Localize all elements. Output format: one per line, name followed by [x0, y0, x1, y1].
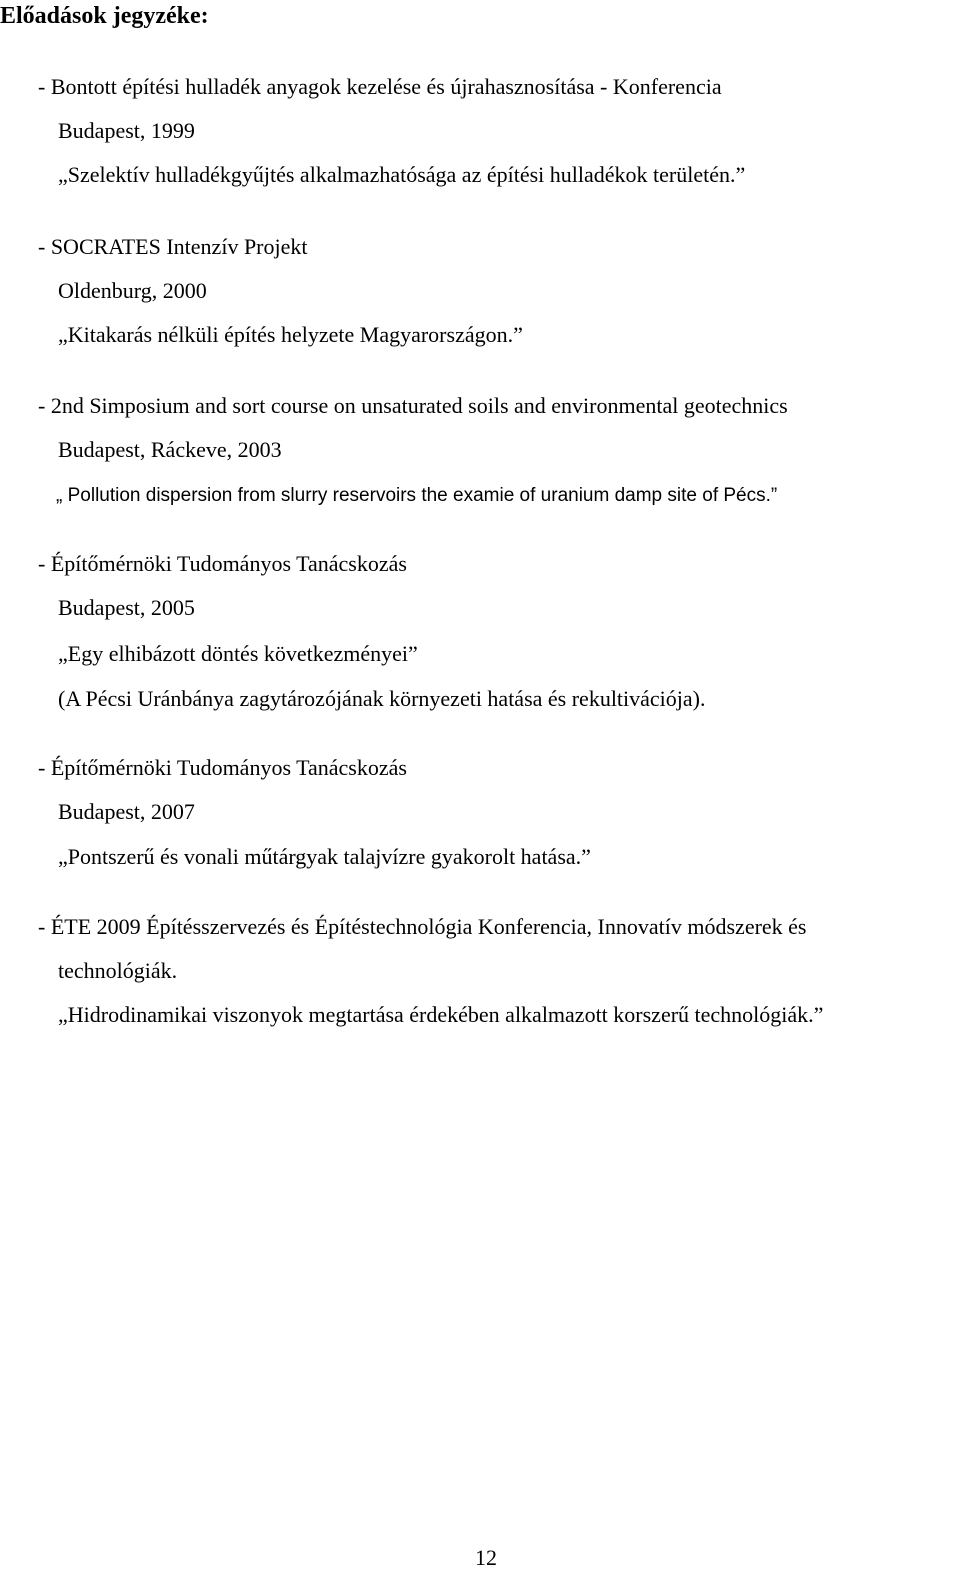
event-place: Budapest, Ráckeve, 2003: [58, 437, 282, 462]
event-name: - ÉTE 2009 Építésszervezés és Építéstechnológia Konferencia, Innovatív módszerek és: [38, 914, 807, 939]
page-heading: Előadások jegyzéke:: [0, 3, 209, 29]
event-name-continued: technológiák.: [58, 958, 178, 983]
event-name: - Építőmérnöki Tudományos Tanácskozás: [38, 551, 407, 576]
lecture-title: „Kitakarás nélküli építés helyzete Magyarországon.”: [58, 322, 523, 347]
event-place: Budapest, 2005: [58, 595, 195, 620]
event-name: - 2nd Simposium and sort course on unsaturated soils and environmental geotechnics: [38, 393, 788, 418]
lecture-title: „Szelektív hulladékgyűjtés alkalmazhatósága az építési hulladékok területén.”: [58, 162, 746, 187]
event-name: - Bontott építési hulladék anyagok kezelése és újrahasznosítása - Konferencia: [38, 74, 722, 99]
lecture-note: (A Pécsi Uránbánya zagytározójának környezeti hatása és rekultivációja).: [58, 686, 706, 711]
event-place: Budapest, 2007: [58, 799, 195, 824]
page-number: 12: [475, 1545, 497, 1570]
lecture-title: „ Pollution dispersion from slurry reservoirs the examie of uranium damp site of Pécs.”: [56, 485, 778, 506]
lecture-title: „Egy elhibázott döntés következményei”: [58, 641, 418, 666]
event-name: - SOCRATES Intenzív Projekt: [38, 234, 308, 259]
event-name: - Építőmérnöki Tudományos Tanácskozás: [38, 755, 407, 780]
lecture-title: „Hidrodinamikai viszonyok megtartása érdekében alkalmazott korszerű technológiák.”: [58, 1002, 824, 1027]
event-place: Budapest, 1999: [58, 118, 195, 143]
lecture-title: „Pontszerű és vonali műtárgyak talajvízre gyakorolt hatása.”: [58, 844, 591, 869]
event-place: Oldenburg, 2000: [58, 278, 207, 303]
